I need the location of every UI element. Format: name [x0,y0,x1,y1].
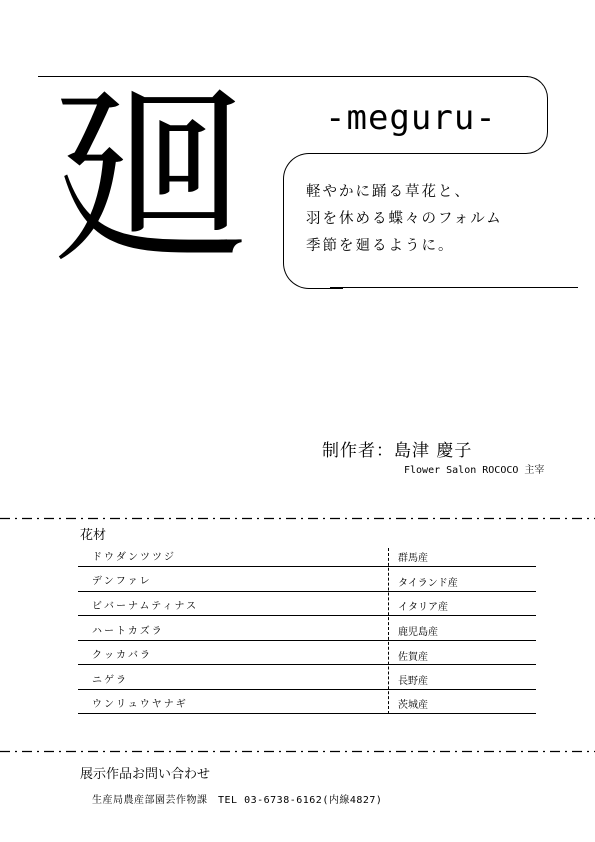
material-name: クッカバラ [92,650,152,661]
material-name: ハートカズラ [92,626,164,637]
material-origin: 群馬産 [398,553,428,564]
contact-heading: 展示作品お問い合わせ [80,767,211,782]
material-origin: タイランド産 [398,578,458,589]
material-name: ビバーナムティナス [92,601,199,612]
material-row-rule [78,713,536,714]
description-line-2: 羽を休める蝶々のフォルム [306,211,503,227]
material-origin: イタリア産 [398,602,448,613]
material-row-rule [78,689,536,690]
description-line-1: 軽やかに踊る草花と、 [306,184,471,200]
material-origin: 鹿児島産 [398,627,438,638]
author-name: 制作者：島津 慶子 [322,441,473,461]
bracket-connector [320,153,480,154]
material-row-rule [78,664,536,665]
material-origin: 長野産 [398,676,428,687]
material-row-rule [78,615,536,616]
material-origin: 茨城産 [398,700,428,711]
title-reading: -meguru- [325,98,497,138]
material-name: デンファレ [92,576,152,587]
materials-heading: 花材 [80,528,107,543]
contact-details: 生産局農産部園芸作物課 TEL 03-6738-6162(内線4827) [92,795,383,806]
description-line-3: 季節を廻るように。 [306,238,455,254]
material-name: ウンリュウヤナギ [92,699,188,710]
description-bottom-rule [330,287,578,288]
author-affiliation: Flower Salon ROCOCO 主宰 [404,465,545,476]
material-name: ニゲラ [92,675,128,686]
material-origin: 佐賀産 [398,652,428,663]
title-kanji: 廻 [50,63,251,292]
material-row-rule [78,591,536,592]
material-row-rule [78,566,536,567]
material-name: ドウダンツツジ [92,552,176,563]
separator-top [0,517,595,520]
material-row-rule [78,640,536,641]
separator-bottom [0,750,595,753]
